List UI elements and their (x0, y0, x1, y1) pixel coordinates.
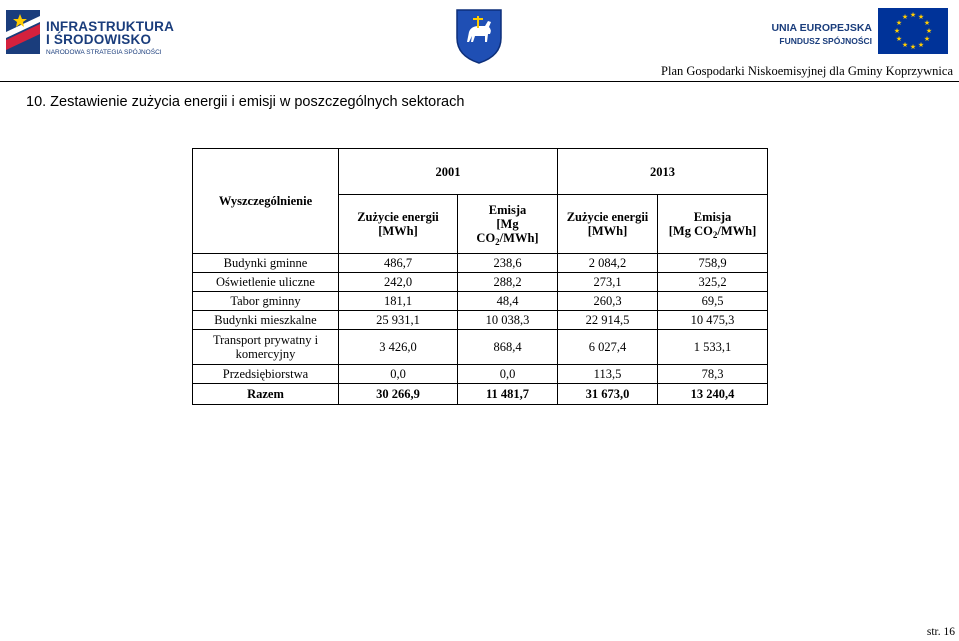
cell-energy-2013: 260,3 (558, 292, 658, 311)
eu-flag-icon (878, 8, 948, 54)
col-emission-2001-line3b: /MWh] (499, 231, 539, 245)
col-emission-2013 (658, 195, 768, 254)
svg-text:★: ★ (895, 35, 903, 43)
year-2001-header: 2001 (339, 149, 558, 195)
col-energy-2013-line2: [MWh] (587, 224, 628, 238)
table-row (193, 330, 768, 365)
row-label (193, 330, 339, 365)
cell-emission-2001: 868,4 (458, 330, 558, 365)
municipal-crest-icon (455, 8, 503, 64)
cell-emission-2001: 10 038,3 (458, 311, 558, 330)
infrastruktura-srodowisko-logo (6, 8, 175, 56)
row-label: Budynki gminne (193, 254, 339, 273)
table-row (193, 311, 768, 330)
table-row (193, 273, 768, 292)
cell-emission-2001: 288,2 (458, 273, 558, 292)
cell-energy-2013: 113,5 (558, 365, 658, 384)
svg-text:★: ★ (923, 35, 931, 43)
table-row (193, 365, 768, 384)
header-divider (0, 81, 959, 82)
row-label: Tabor gminny (193, 292, 339, 311)
cell-emission-2013: 69,5 (658, 292, 768, 311)
cell-emission-2013: 758,9 (658, 254, 768, 273)
col-emission-2013-subscript: 2 (712, 230, 718, 240)
total-energy-2013: 31 673,0 (558, 384, 658, 405)
total-row (193, 384, 768, 405)
col-emission-2001 (458, 195, 558, 254)
col-energy-2001-line1: Zużycie energii (357, 210, 439, 224)
cell-emission-2001: 0,0 (458, 365, 558, 384)
svg-text:★: ★ (923, 19, 931, 27)
svg-text:★: ★ (895, 19, 903, 27)
cell-energy-2001: 242,0 (339, 273, 458, 292)
cell-energy-2001: 486,7 (339, 254, 458, 273)
svg-text:★: ★ (925, 27, 933, 35)
svg-text:★: ★ (893, 27, 901, 35)
col-emission-2013-line2b: /MWh] (717, 224, 757, 238)
col-emission-2013-line2a: [Mg CO (668, 224, 713, 238)
table-row (193, 254, 768, 273)
energy-emission-table (192, 148, 768, 405)
cell-energy-2001: 25 931,1 (339, 311, 458, 330)
col-emission-2001-line3a: CO (476, 231, 496, 245)
eu-cohesion-fund-logo (771, 8, 952, 56)
cell-emission-2013: 78,3 (658, 365, 768, 384)
cell-emission-2013: 1 533,1 (658, 330, 768, 365)
logo-left-line3: NARODOWA STRATEGIA SPÓJNOŚCI (46, 49, 162, 56)
row-label: Budynki mieszkalne (193, 311, 339, 330)
svg-text:★: ★ (909, 11, 917, 19)
total-emission-2001: 11 481,7 (458, 384, 558, 405)
section-title: 10. Zestawienie zużycia energii i emisji w poszczególnych sektorach (26, 94, 465, 110)
year-2013-header: 2013 (558, 149, 768, 195)
total-emission-2013: 13 240,4 (658, 384, 768, 405)
col-energy-2013 (558, 195, 658, 254)
logo-right-line2: FUNDUSZ SPÓJNOŚCI (779, 36, 872, 46)
cell-emission-2013: 325,2 (658, 273, 768, 292)
svg-text:★: ★ (917, 13, 925, 21)
row-label: Przedsiębiorstwa (193, 365, 339, 384)
col-energy-2001-line2: [MWh] (378, 224, 418, 238)
table-row (193, 292, 768, 311)
col-emission-2013-line1: Emisja (693, 210, 732, 224)
svg-text:★: ★ (901, 41, 909, 49)
cell-energy-2013: 273,1 (558, 273, 658, 292)
total-label: Razem (193, 384, 339, 405)
logo-left-line2: I ŚRODOWISKO (46, 32, 152, 47)
nss-flag-icon (6, 10, 40, 54)
cell-energy-2001: 3 426,0 (339, 330, 458, 365)
cell-emission-2013: 10 475,3 (658, 311, 768, 330)
cell-energy-2001: 0,0 (339, 365, 458, 384)
page-number: str. 16 (926, 626, 955, 638)
cell-emission-2001: 238,6 (458, 254, 558, 273)
cell-energy-2013: 2 084,2 (558, 254, 658, 273)
col-energy-2001 (339, 195, 458, 254)
cell-energy-2013: 6 027,4 (558, 330, 658, 365)
row-label: Oświetlenie uliczne (193, 273, 339, 292)
col-emission-2001-subscript: 2 (495, 237, 500, 247)
document-header-title: Plan Gospodarki Niskoemisyjnej dla Gminy Koprzywnica (661, 64, 953, 78)
row-header-label: Wyszczególnienie (193, 149, 339, 254)
cell-emission-2001: 48,4 (458, 292, 558, 311)
logo-right-line1: UNIA EUROPEJSKA (771, 22, 872, 34)
svg-text:★: ★ (917, 41, 925, 49)
row-label-line1: Transport prywatny i (212, 333, 319, 347)
col-emission-2001-line2: [Mg (496, 217, 519, 231)
cell-energy-2013: 22 914,5 (558, 311, 658, 330)
svg-text:★: ★ (909, 43, 917, 51)
svg-text:★: ★ (901, 13, 909, 21)
logo-left-line1: INFRASTRUKTURA (46, 19, 175, 34)
col-emission-2001-line1: Emisja (488, 203, 527, 217)
total-energy-2001: 30 266,9 (339, 384, 458, 405)
row-label-line2: komercyjny (235, 347, 296, 361)
col-energy-2013-line1: Zużycie energii (566, 210, 649, 224)
cell-energy-2001: 181,1 (339, 292, 458, 311)
